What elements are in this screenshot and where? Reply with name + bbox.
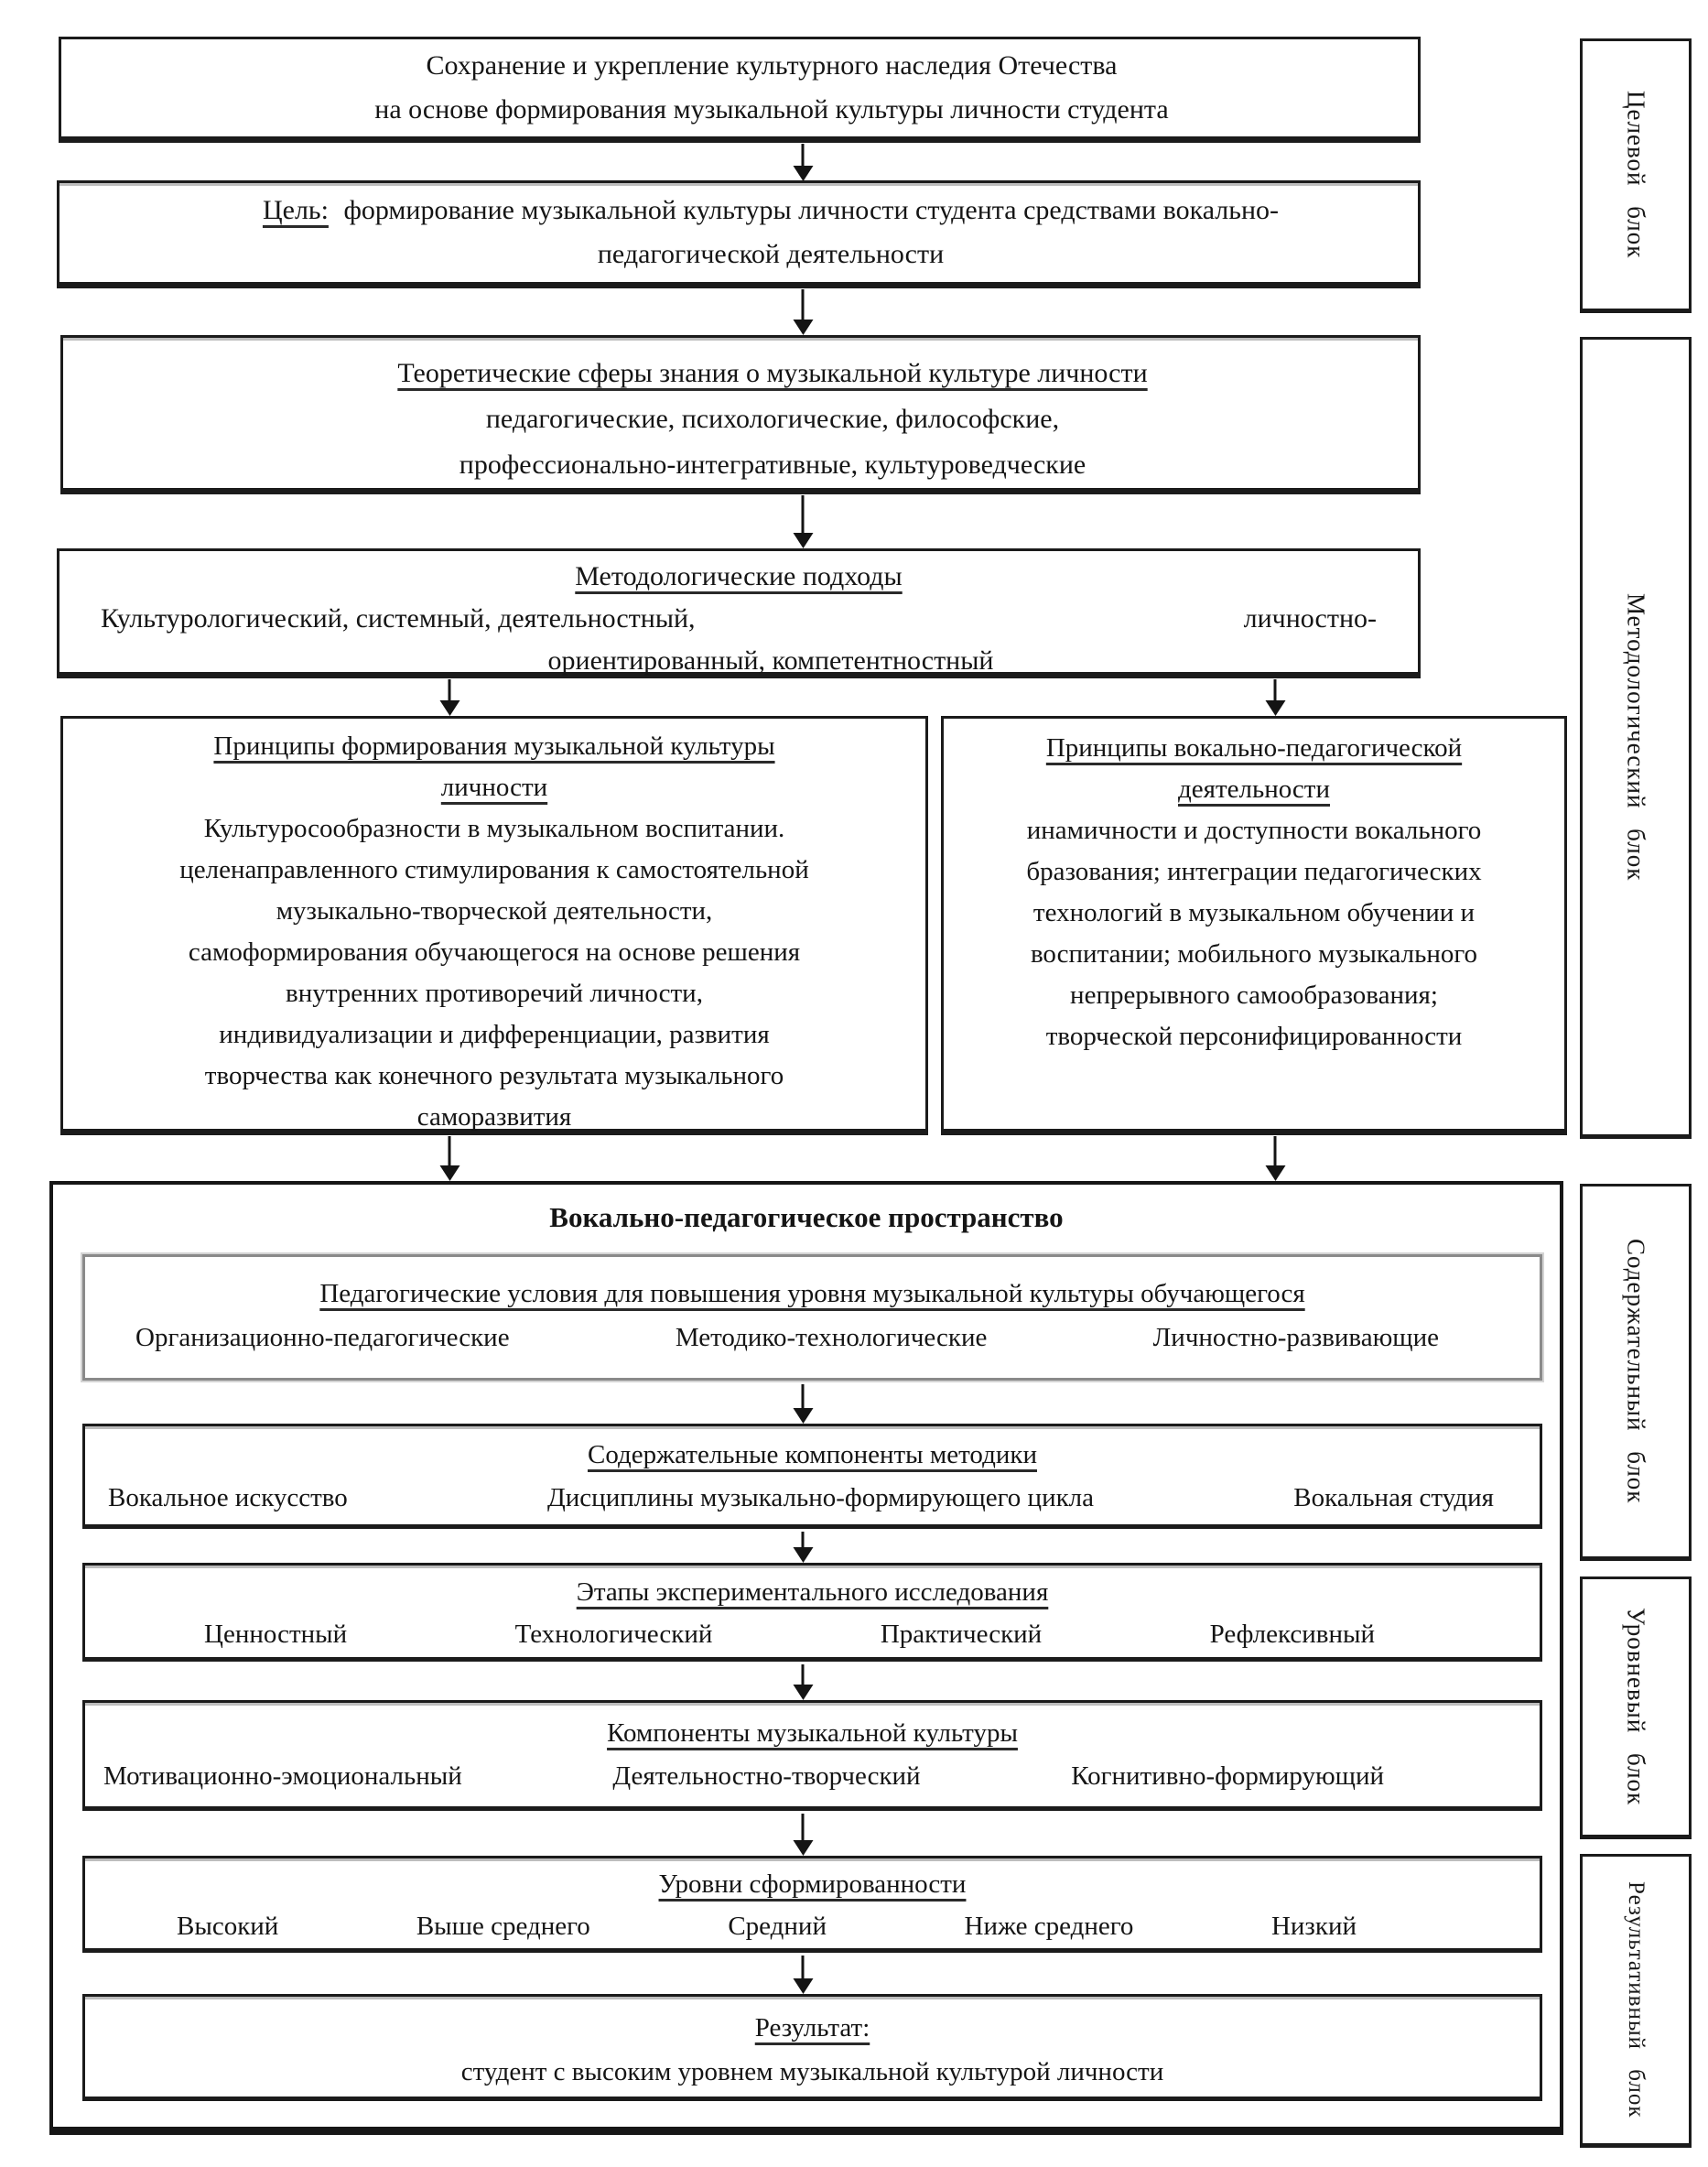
box-result [82,1994,1542,2101]
principles-vocal-line: непрерывного самообразования; [1070,981,1438,1010]
stages-title: Этапы экспериментального исследования [576,1577,1049,1607]
principles-formation-line: творчества как конечного результата музыкального [204,1061,784,1090]
theory-line: педагогические, психологические, философские, [485,404,1060,434]
box-heritage [59,37,1421,143]
box-stages [82,1563,1542,1662]
box-method-components [82,1424,1542,1529]
heritage-line: Сохранение и укрепление культурного наследия Отечества [426,50,1118,81]
goal-text: формирование музыкальной культуры личности студента средствами вокально- [343,195,1280,225]
item-label: Методико-технологические [675,1323,988,1352]
item-label: Низкий [1270,1912,1357,1941]
item-label: Деятельностно-творческий [612,1761,921,1791]
flow-arrow [802,495,805,534]
principles-vocal-line: бразования; интеграции педагогических [1026,857,1482,886]
theory-line: профессионально-интегративные, культуроведческие [459,450,1086,480]
principles-formation-line: индивидуализации и дифференциации, развития [219,1020,770,1049]
conditions-items [85,1316,1540,1360]
approaches-left: Культурологический, системный, деятельностный, [101,603,696,634]
sidebar-label: Уровневый блок [1622,1608,1650,1806]
principles-vocal-line: технологий в музыкальном обучении и [1032,898,1476,927]
flow-arrow [802,1384,805,1409]
goal-label: Цель: [262,195,329,225]
sidebar-label: Методологический блок [1622,592,1650,882]
item-label: Организационно-педагогические [135,1323,510,1352]
sidebar-label: Содержательный блок [1622,1239,1650,1504]
stages-items [85,1613,1540,1655]
item-label: Технологический [514,1620,713,1649]
principles-formation-title: личности [440,773,548,802]
flow-arrow [802,1664,805,1685]
sidebar-block-target [1580,38,1692,313]
box-culture-components [82,1700,1542,1811]
box-principles-formation [60,716,928,1135]
flow-arrow [802,1532,805,1548]
method-components-title: Содержательные компоненты методики [588,1440,1037,1469]
box-goal [57,180,1421,288]
principles-vocal-title: Принципы вокально-педагогической [1045,733,1463,763]
item-label: Когнитивно-формирующий [1071,1761,1384,1791]
flow-arrow [802,144,805,167]
item-label: Ценностный [204,1620,348,1649]
levels-items [85,1905,1540,1947]
theory-title: Теоретические сферы знания о музыкальной культуре личности [397,358,1148,388]
item-label: Вокальное искусство [108,1483,348,1512]
culture-components-title: Компоненты музыкальной культуры [607,1718,1018,1748]
principles-vocal-line: инамичности и доступности вокального [1026,816,1482,845]
item-label: Рефлексивный [1209,1620,1375,1649]
sidebar-label: Результативный блок [1624,1881,1649,2118]
item-label: Выше среднего [416,1912,590,1941]
item-label: Мотивационно-эмоциональный [103,1761,462,1791]
box-principles-vocal [941,716,1567,1135]
item-label: Ниже среднего [964,1912,1134,1941]
flow-arrow [449,679,451,701]
approaches-line2: ориентированный, компетентностный [547,645,994,676]
flow-arrow [802,1814,805,1841]
approaches-title: Методологические подходы [575,561,903,591]
principles-formation-line: саморазвития [416,1102,572,1132]
item-label: Средний [728,1912,827,1941]
culture-components-items [85,1755,1540,1798]
item-label: Личностно-развивающие [1152,1323,1439,1352]
method-components-items [85,1477,1540,1520]
principles-formation-line: музыкально-творческой деятельности, [276,896,713,926]
sidebar-block-content [1580,1184,1692,1561]
box-levels [82,1856,1542,1953]
item-label: Дисциплины музыкально-формирующего цикла [547,1483,1095,1512]
sidebar-block-result [1580,1854,1692,2148]
item-label: Высокий [177,1912,279,1941]
conditions-title: Педагогические условия для повышения уровня музыкальной культуры обучающегося [319,1279,1305,1308]
space-title: Вокально-педагогическое пространство [549,1201,1064,1233]
item-label: Вокальная студия [1293,1483,1494,1512]
principles-formation-line: целенаправленного стимулирования к самостоятельной [179,855,809,884]
sidebar-label: Целевой блок [1622,91,1650,259]
box-approaches [57,548,1421,678]
sidebar-block-level [1580,1576,1692,1839]
principles-formation-line: внутренних противоречий личности, [286,979,703,1008]
result-text: студент с высоким уровнем музыкальной культурой личности [460,2057,1164,2086]
flow-arrow [802,1956,805,1979]
principles-vocal-title: деятельности [1177,775,1330,804]
item-label: Практический [880,1620,1043,1649]
approaches-row [101,598,1377,640]
goal-line: педагогической деятельности [597,239,945,269]
principles-vocal-line: творческой персонифицированности [1045,1022,1463,1051]
approaches-right: личностно- [1243,603,1377,634]
flow-arrow [449,1136,451,1166]
flow-arrow [1274,1136,1277,1166]
principles-formation-line: самоформирования обучающегося на основе решения [188,937,801,967]
box-theory [60,335,1421,494]
levels-title: Уровни сформированности [658,1869,967,1899]
principles-formation-line: Культуросообразности в музыкальном воспитании. [203,814,785,843]
goal-line [124,189,1418,233]
flow-arrow [1274,679,1277,701]
heritage-line: на основе формирования музыкальной культуры личности студента [374,94,1169,125]
box-conditions [82,1254,1542,1381]
result-label: Результат: [754,2013,870,2042]
principles-vocal-line: воспитании; мобильного музыкального [1030,939,1478,969]
flow-arrow [802,289,805,320]
principles-formation-title: Принципы формирования музыкальной культуры [213,731,775,761]
sidebar-block-methodological [1580,337,1692,1139]
